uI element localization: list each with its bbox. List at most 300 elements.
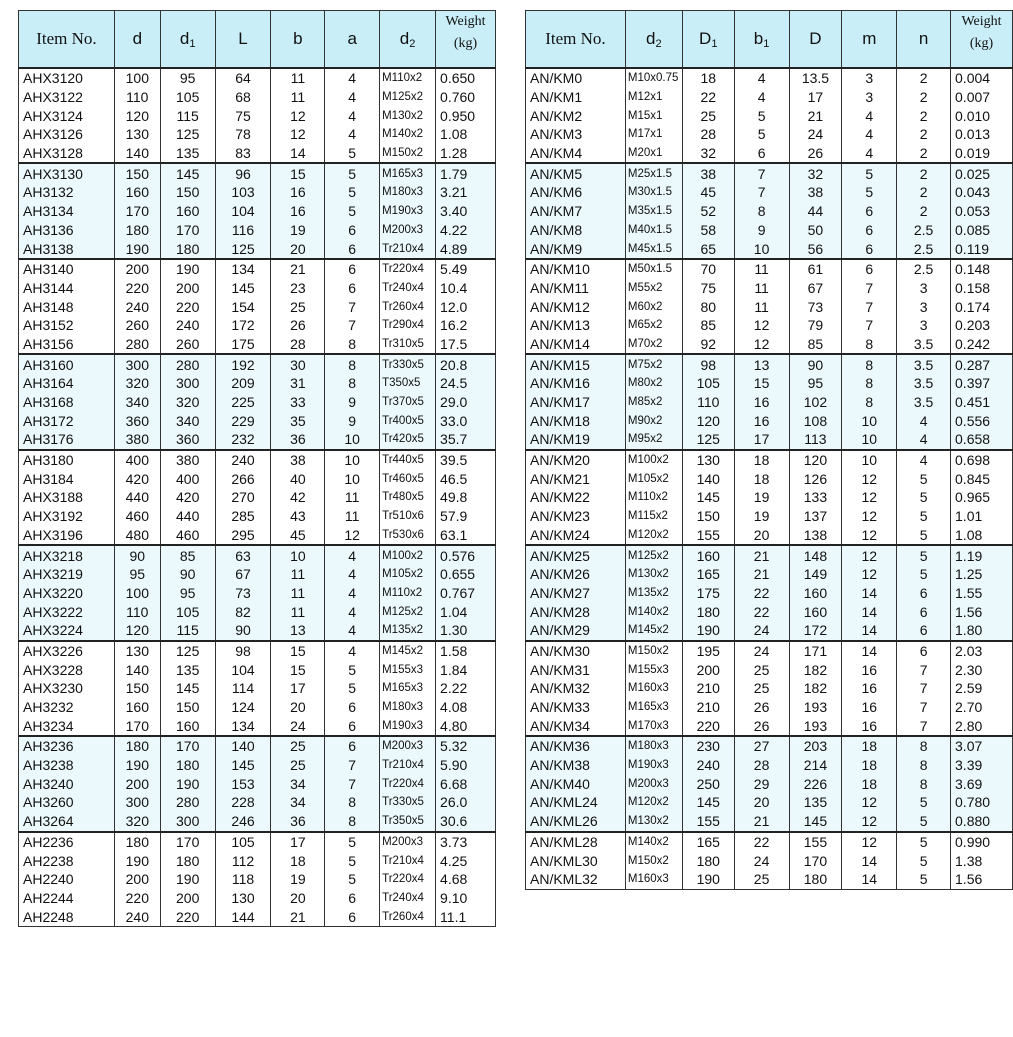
table-cell: 8 bbox=[734, 202, 789, 221]
table-cell: 7 bbox=[842, 316, 897, 335]
table-row bbox=[526, 163, 1013, 183]
table-cell: 21 bbox=[789, 106, 842, 125]
table-cell: 165 bbox=[682, 832, 734, 852]
item-no-cell: AN/KM7 bbox=[526, 202, 626, 221]
table-cell: 440 bbox=[160, 507, 215, 526]
table-cell: 180 bbox=[789, 870, 842, 889]
table-cell: 11 bbox=[271, 602, 325, 621]
table-cell: 28 bbox=[271, 335, 325, 355]
table-cell: 209 bbox=[215, 374, 271, 393]
table-cell: 120 bbox=[682, 411, 734, 430]
table-cell: 20 bbox=[734, 793, 789, 812]
table-cell: 140 bbox=[682, 469, 734, 488]
table-cell: 138 bbox=[789, 526, 842, 546]
table-cell: 10 bbox=[842, 450, 897, 470]
table-cell: 6 bbox=[325, 889, 380, 908]
header-d1: $d_1$ bbox=[160, 11, 215, 69]
table-cell: 7 bbox=[325, 756, 380, 775]
table-cell: 380 bbox=[160, 450, 215, 470]
table-cell: 12 bbox=[271, 125, 325, 144]
table-cell: 9 bbox=[734, 221, 789, 240]
table-cell: 17 bbox=[734, 430, 789, 450]
table-cell: 140 bbox=[114, 660, 160, 679]
table-row bbox=[526, 679, 1013, 698]
table-cell: 0.658 bbox=[951, 430, 1013, 450]
table-cell: 100 bbox=[114, 68, 160, 88]
table-cell: 1.79 bbox=[436, 163, 496, 183]
table-cell: 16 bbox=[842, 660, 897, 679]
table-cell: 8 bbox=[325, 335, 380, 355]
table-cell: 5 bbox=[325, 832, 380, 852]
table-cell: 14 bbox=[842, 641, 897, 661]
table-cell: 24 bbox=[734, 851, 789, 870]
table-cell: 440 bbox=[114, 488, 160, 507]
table-cell: 4 bbox=[325, 565, 380, 584]
table-cell: 3.73 bbox=[436, 832, 496, 852]
table-cell: 3 bbox=[897, 279, 951, 298]
table-cell: 0.576 bbox=[436, 545, 496, 565]
table-cell: 20 bbox=[271, 889, 325, 908]
table-cell: 280 bbox=[160, 793, 215, 812]
table-cell: 145 bbox=[215, 279, 271, 298]
table-cell: 26.0 bbox=[436, 793, 496, 812]
table-cell: 3.5 bbox=[897, 393, 951, 412]
item-no-cell: AN/KM36 bbox=[526, 736, 626, 756]
table-cell: 380 bbox=[114, 430, 160, 450]
table-row bbox=[526, 297, 1013, 316]
table-cell: 145 bbox=[682, 793, 734, 812]
table-cell: 63 bbox=[215, 545, 271, 565]
table-row bbox=[19, 144, 496, 164]
table-cell: 8 bbox=[325, 793, 380, 812]
table-cell: 124 bbox=[215, 698, 271, 717]
table-cell: M60x2 bbox=[625, 297, 682, 316]
table-cell: 43 bbox=[271, 507, 325, 526]
table-cell: 12 bbox=[842, 469, 897, 488]
table-cell: M140x2 bbox=[380, 125, 436, 144]
table-row bbox=[526, 660, 1013, 679]
table-cell: 45 bbox=[682, 183, 734, 202]
item-no-cell: AN/KM2 bbox=[526, 106, 626, 125]
item-no-cell: AH3236 bbox=[19, 736, 115, 756]
table-cell: M40x1.5 bbox=[625, 221, 682, 240]
table-cell: 5 bbox=[325, 851, 380, 870]
table-row bbox=[19, 450, 496, 470]
table-cell: 5.90 bbox=[436, 756, 496, 775]
table-cell: 0.655 bbox=[436, 565, 496, 584]
table-cell: 320 bbox=[114, 374, 160, 393]
item-no-cell: AHX3120 bbox=[19, 68, 115, 88]
table-cell: 5 bbox=[325, 870, 380, 889]
table-cell: 12 bbox=[842, 545, 897, 565]
table-cell: 108 bbox=[789, 411, 842, 430]
table-cell: Tr240x4 bbox=[380, 279, 436, 298]
table-cell: 24 bbox=[271, 716, 325, 736]
table-cell: 10 bbox=[325, 450, 380, 470]
table-cell: 6 bbox=[325, 279, 380, 298]
table-cell: Tr220x4 bbox=[380, 259, 436, 279]
table-cell: 46.5 bbox=[436, 469, 496, 488]
table-cell: 4.22 bbox=[436, 221, 496, 240]
table-cell: 14 bbox=[842, 621, 897, 641]
item-no-cell: AHX3122 bbox=[19, 88, 115, 107]
table-cell: 8 bbox=[842, 335, 897, 355]
table-cell: 45 bbox=[271, 526, 325, 546]
table-cell: 226 bbox=[789, 774, 842, 793]
table-row bbox=[19, 736, 496, 756]
table-cell: 125 bbox=[160, 641, 215, 661]
table-cell: 26 bbox=[734, 698, 789, 717]
item-no-cell: AN/KML26 bbox=[526, 812, 626, 832]
table-row bbox=[526, 144, 1013, 164]
table-cell: 5 bbox=[897, 565, 951, 584]
table-cell: M165x3 bbox=[625, 698, 682, 717]
table-cell: 1.56 bbox=[951, 870, 1013, 889]
table-cell: 232 bbox=[215, 430, 271, 450]
header-weight: Weight (kg) bbox=[436, 11, 496, 69]
table-cell: 6 bbox=[897, 641, 951, 661]
table-cell: 32 bbox=[682, 144, 734, 164]
table-cell: 21 bbox=[734, 812, 789, 832]
table-row bbox=[19, 621, 496, 641]
item-no-cell: AN/KM11 bbox=[526, 279, 626, 298]
table-cell: 5 bbox=[897, 832, 951, 852]
table-cell: 22 bbox=[734, 832, 789, 852]
table-cell: Tr330x5 bbox=[380, 354, 436, 374]
table-row bbox=[526, 279, 1013, 298]
table-cell: 13.5 bbox=[789, 68, 842, 88]
table-cell: 220 bbox=[160, 297, 215, 316]
table-cell: 6 bbox=[734, 144, 789, 164]
item-no-cell: AH2244 bbox=[19, 889, 115, 908]
table-cell: M125x2 bbox=[380, 602, 436, 621]
table-cell: 150 bbox=[160, 183, 215, 202]
item-no-cell: AHX3128 bbox=[19, 144, 115, 164]
table-cell: 125 bbox=[682, 430, 734, 450]
table-cell: 112 bbox=[215, 851, 271, 870]
table-cell: 115 bbox=[160, 106, 215, 125]
table-cell: 105 bbox=[160, 602, 215, 621]
table-row bbox=[526, 602, 1013, 621]
table-cell: M17x1 bbox=[625, 125, 682, 144]
table-cell: 180 bbox=[114, 832, 160, 852]
table-cell: 170 bbox=[160, 736, 215, 756]
table-cell: 4 bbox=[325, 88, 380, 107]
table-header-row bbox=[526, 11, 1013, 69]
table-cell: 250 bbox=[682, 774, 734, 793]
table-cell: 2.22 bbox=[436, 679, 496, 698]
table-cell: 75 bbox=[215, 106, 271, 125]
table-row bbox=[526, 774, 1013, 793]
table-cell: 28 bbox=[734, 756, 789, 775]
table-cell: 320 bbox=[160, 393, 215, 412]
table-cell: 3 bbox=[897, 297, 951, 316]
table-row bbox=[19, 641, 496, 661]
item-no-cell: AH3238 bbox=[19, 756, 115, 775]
table-cell: 30.6 bbox=[436, 812, 496, 832]
table-row bbox=[19, 239, 496, 259]
table-cell: Tr210x4 bbox=[380, 239, 436, 259]
table-cell: 80 bbox=[682, 297, 734, 316]
table-cell: 180 bbox=[682, 602, 734, 621]
item-no-cell: AH3160 bbox=[19, 354, 115, 374]
table-cell: 125 bbox=[160, 125, 215, 144]
table-cell: 25 bbox=[734, 660, 789, 679]
table-cell: 0.242 bbox=[951, 335, 1013, 355]
table-cell: M135x2 bbox=[625, 584, 682, 603]
table-cell: Tr260x4 bbox=[380, 907, 436, 926]
table-cell: M200x3 bbox=[380, 832, 436, 852]
table-cell: 16 bbox=[842, 716, 897, 736]
item-no-cell: AHX3218 bbox=[19, 545, 115, 565]
table-cell: 34 bbox=[271, 774, 325, 793]
item-no-cell: AHX3224 bbox=[19, 621, 115, 641]
item-no-cell: AN/KM24 bbox=[526, 526, 626, 546]
table-cell: 2.5 bbox=[897, 239, 951, 259]
table-row bbox=[526, 68, 1013, 88]
table-row bbox=[526, 239, 1013, 259]
table-cell: 6 bbox=[842, 239, 897, 259]
table-cell: 8 bbox=[842, 374, 897, 393]
table-cell: 85 bbox=[160, 545, 215, 565]
table-row bbox=[19, 774, 496, 793]
table-cell: 180 bbox=[160, 851, 215, 870]
item-no-cell: AN/KM26 bbox=[526, 565, 626, 584]
table-cell: 150 bbox=[682, 507, 734, 526]
table-cell: 78 bbox=[215, 125, 271, 144]
table-cell: 0.004 bbox=[951, 68, 1013, 88]
table-cell: 134 bbox=[215, 259, 271, 279]
table-cell: 4 bbox=[325, 68, 380, 88]
table-cell: Tr220x4 bbox=[380, 870, 436, 889]
table-cell: 150 bbox=[114, 163, 160, 183]
left-dimensions-table-panel bbox=[18, 10, 496, 927]
table-cell: 0.053 bbox=[951, 202, 1013, 221]
table-cell: 9 bbox=[325, 393, 380, 412]
table-cell: 200 bbox=[114, 774, 160, 793]
table-cell: M12x1 bbox=[625, 88, 682, 107]
table-cell: Tr510x6 bbox=[380, 507, 436, 526]
table-cell: 24 bbox=[734, 641, 789, 661]
item-no-cell: AHX3219 bbox=[19, 565, 115, 584]
table-cell: M100x2 bbox=[380, 545, 436, 565]
table-cell: 200 bbox=[114, 870, 160, 889]
table-cell: M125x2 bbox=[380, 88, 436, 107]
table-cell: 182 bbox=[789, 679, 842, 698]
table-cell: 0.043 bbox=[951, 183, 1013, 202]
table-cell: 160 bbox=[114, 183, 160, 202]
table-cell: 0.085 bbox=[951, 221, 1013, 240]
item-no-cell: AN/KML32 bbox=[526, 870, 626, 889]
table-cell: 95 bbox=[160, 584, 215, 603]
table-cell: 225 bbox=[215, 393, 271, 412]
table-cell: 5 bbox=[325, 202, 380, 221]
table-cell: 7 bbox=[897, 679, 951, 698]
item-no-cell: AN/KM27 bbox=[526, 584, 626, 603]
table-cell: 220 bbox=[682, 716, 734, 736]
table-row bbox=[526, 469, 1013, 488]
table-cell: 11 bbox=[271, 584, 325, 603]
table-cell: 21 bbox=[271, 259, 325, 279]
table-row bbox=[19, 851, 496, 870]
table-row bbox=[526, 870, 1013, 889]
table-cell: 5 bbox=[897, 469, 951, 488]
item-no-cell: AN/KM33 bbox=[526, 698, 626, 717]
table-row bbox=[19, 526, 496, 546]
table-cell: 340 bbox=[114, 393, 160, 412]
item-no-cell: AN/KML28 bbox=[526, 832, 626, 852]
table-cell: 1.38 bbox=[951, 851, 1013, 870]
table-cell: 25 bbox=[734, 870, 789, 889]
table-cell: 16 bbox=[271, 202, 325, 221]
table-row bbox=[19, 812, 496, 832]
table-cell: 165 bbox=[682, 565, 734, 584]
table-cell: M180x3 bbox=[625, 736, 682, 756]
table-cell: 92 bbox=[682, 335, 734, 355]
table-cell: Tr210x4 bbox=[380, 756, 436, 775]
item-no-cell: AH3168 bbox=[19, 393, 115, 412]
table-cell: 10 bbox=[734, 239, 789, 259]
item-no-cell: AN/KM3 bbox=[526, 125, 626, 144]
table-cell: M120x2 bbox=[625, 793, 682, 812]
table-cell: 14 bbox=[842, 870, 897, 889]
table-cell: 126 bbox=[789, 469, 842, 488]
item-no-cell: AHX3196 bbox=[19, 526, 115, 546]
table-cell: M65x2 bbox=[625, 316, 682, 335]
header-d2: $d_2$ bbox=[625, 11, 682, 69]
table-cell: M200x3 bbox=[625, 774, 682, 793]
table-row bbox=[526, 641, 1013, 661]
table-cell: 4 bbox=[842, 125, 897, 144]
item-no-cell: AN/KML24 bbox=[526, 793, 626, 812]
table-row bbox=[526, 106, 1013, 125]
table-cell: 118 bbox=[215, 870, 271, 889]
table-cell: 4 bbox=[325, 641, 380, 661]
table-cell: M130x2 bbox=[625, 812, 682, 832]
table-cell: 67 bbox=[215, 565, 271, 584]
table-cell: 5 bbox=[325, 679, 380, 698]
table-cell: 70 bbox=[682, 259, 734, 279]
table-cell: 24 bbox=[789, 125, 842, 144]
table-cell: 0.698 bbox=[951, 450, 1013, 470]
table-cell: 5 bbox=[842, 163, 897, 183]
table-cell: 39.5 bbox=[436, 450, 496, 470]
table-cell: 12 bbox=[842, 793, 897, 812]
table-cell: 190 bbox=[114, 851, 160, 870]
item-no-cell: AH3234 bbox=[19, 716, 115, 736]
table-row bbox=[19, 889, 496, 908]
table-row bbox=[19, 259, 496, 279]
table-cell: 140 bbox=[215, 736, 271, 756]
table-cell: 2.30 bbox=[951, 660, 1013, 679]
adapter-sleeve-table bbox=[18, 10, 496, 927]
table-cell: 6 bbox=[842, 221, 897, 240]
table-cell: 90 bbox=[789, 354, 842, 374]
table-cell: 360 bbox=[160, 430, 215, 450]
table-cell: 30 bbox=[271, 354, 325, 374]
table-cell: 4 bbox=[325, 584, 380, 603]
table-cell: 105 bbox=[682, 374, 734, 393]
table-cell: 0.556 bbox=[951, 411, 1013, 430]
table-cell: 2 bbox=[897, 183, 951, 202]
table-cell: 148 bbox=[789, 545, 842, 565]
table-cell: 2.70 bbox=[951, 698, 1013, 717]
table-cell: 1.08 bbox=[951, 526, 1013, 546]
table-cell: 95 bbox=[160, 68, 215, 88]
table-cell: 4 bbox=[842, 144, 897, 164]
table-cell: 7 bbox=[325, 774, 380, 793]
table-cell: 2.5 bbox=[897, 221, 951, 240]
table-cell: M180x3 bbox=[380, 698, 436, 717]
table-cell: 13 bbox=[271, 621, 325, 641]
table-cell: 6 bbox=[897, 584, 951, 603]
table-cell: 33.0 bbox=[436, 411, 496, 430]
table-cell: 5 bbox=[897, 812, 951, 832]
item-no-cell: AH3136 bbox=[19, 221, 115, 240]
table-cell: 0.158 bbox=[951, 279, 1013, 298]
table-cell: 150 bbox=[114, 679, 160, 698]
table-cell: 400 bbox=[160, 469, 215, 488]
table-cell: M45x1.5 bbox=[625, 239, 682, 259]
table-cell: Tr480x5 bbox=[380, 488, 436, 507]
table-cell: Tr530x6 bbox=[380, 526, 436, 546]
table-cell: 190 bbox=[682, 870, 734, 889]
table-cell: 193 bbox=[789, 716, 842, 736]
table-cell: 12 bbox=[842, 488, 897, 507]
item-no-cell: AN/KM19 bbox=[526, 430, 626, 450]
table-cell: 95 bbox=[789, 374, 842, 393]
table-cell: 175 bbox=[682, 584, 734, 603]
table-cell: 11 bbox=[734, 297, 789, 316]
table-row bbox=[526, 851, 1013, 870]
table-cell: 270 bbox=[215, 488, 271, 507]
table-cell: M170x3 bbox=[625, 716, 682, 736]
table-cell: 6 bbox=[325, 221, 380, 240]
table-cell: 130 bbox=[114, 125, 160, 144]
item-no-cell: AH3172 bbox=[19, 411, 115, 430]
table-cell: 3 bbox=[842, 88, 897, 107]
table-cell: 150 bbox=[160, 698, 215, 717]
table-cell: 7 bbox=[897, 716, 951, 736]
table-cell: Tr220x4 bbox=[380, 774, 436, 793]
table-cell: 18 bbox=[842, 756, 897, 775]
table-cell: M50x1.5 bbox=[625, 259, 682, 279]
table-row bbox=[526, 125, 1013, 144]
table-cell: 18 bbox=[734, 450, 789, 470]
table-cell: 36 bbox=[271, 812, 325, 832]
item-no-cell: AH3180 bbox=[19, 450, 115, 470]
table-cell: M10x0.75 bbox=[625, 68, 682, 88]
table-cell: 16 bbox=[734, 411, 789, 430]
table-cell: 4 bbox=[897, 430, 951, 450]
table-cell: 195 bbox=[682, 641, 734, 661]
table-cell: 190 bbox=[114, 756, 160, 775]
table-cell: 4.89 bbox=[436, 239, 496, 259]
table-cell: 10 bbox=[325, 430, 380, 450]
table-cell: 2 bbox=[897, 106, 951, 125]
table-cell: 3.40 bbox=[436, 202, 496, 221]
table-cell: 460 bbox=[160, 526, 215, 546]
table-cell: 56 bbox=[789, 239, 842, 259]
item-no-cell: AN/KM13 bbox=[526, 316, 626, 335]
table-cell: 21 bbox=[734, 565, 789, 584]
table-cell: 35 bbox=[271, 411, 325, 430]
table-cell: 9 bbox=[325, 411, 380, 430]
table-cell: 26 bbox=[734, 716, 789, 736]
right-dimensions-table-panel bbox=[525, 10, 1013, 890]
table-cell: 25 bbox=[271, 736, 325, 756]
item-no-cell: AHX3130 bbox=[19, 163, 115, 183]
